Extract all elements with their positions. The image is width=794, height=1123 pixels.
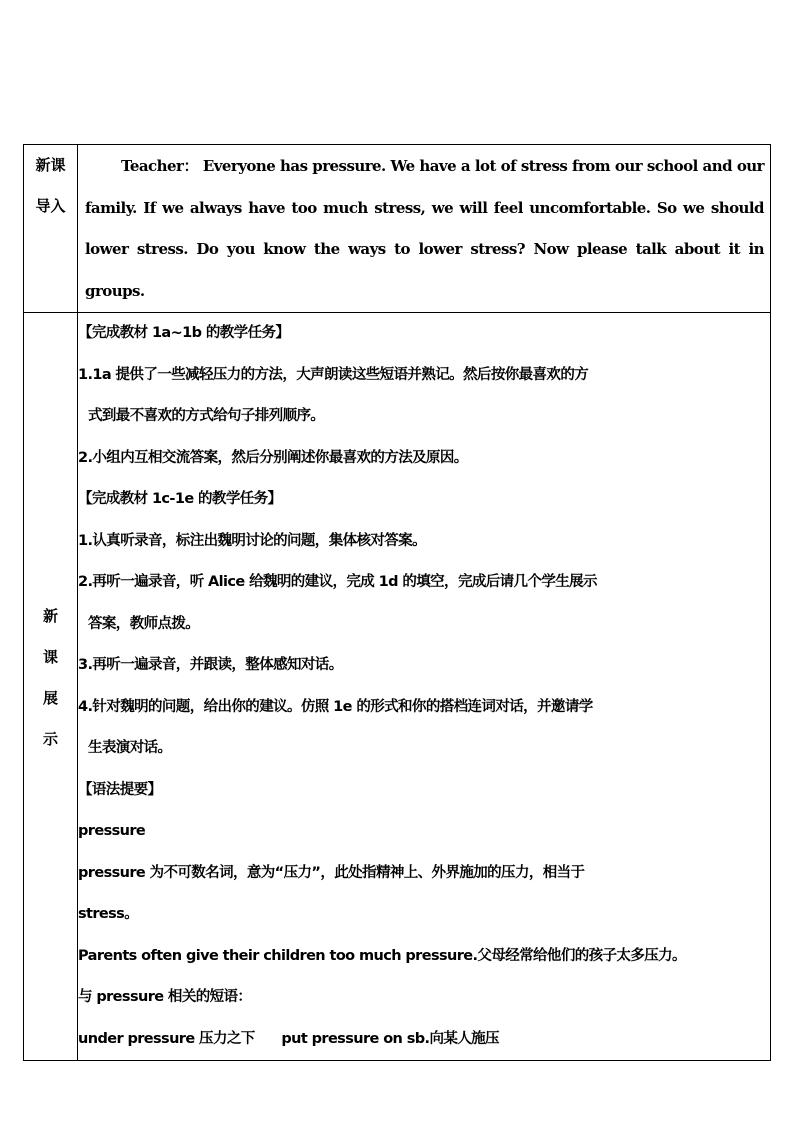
grammar-note: pressure 为不可数名词，意为“压力”，此处指精神上、外界施加的压力，相当于	[78, 864, 585, 881]
grammar-note-continued: stress。	[78, 906, 139, 922]
intro-label-cell	[24, 145, 78, 313]
intro-label-line1: 新课	[35, 156, 66, 174]
intro-paragraph	[78, 145, 770, 312]
task-item: 2.小组内互相交流答案，然后分别阐述你最喜欢的方法及原因。	[78, 449, 468, 466]
section-heading: 【完成教材 1a~1b 的教学任务】	[78, 325, 290, 341]
display-label	[24, 313, 77, 760]
phrase-intro: 与 pressure 相关的短语：	[78, 989, 252, 1005]
intro-label-line2: 导入	[35, 197, 66, 215]
display-label-char: 示	[42, 730, 58, 748]
task-item-continued: 生表演对话。	[88, 740, 172, 756]
display-label-cell	[24, 313, 78, 1061]
grammar-keyword: pressure	[78, 823, 146, 839]
display-label-char: 展	[42, 689, 58, 707]
task-item: 2.再听一遍录音，听 Alice 给魏明的建议，完成 1d 的填空，完成后请几个学生展示	[78, 574, 597, 590]
intro-content-cell	[78, 145, 771, 313]
intro-row	[24, 145, 771, 313]
display-label-char: 新	[42, 607, 58, 625]
task-item: 3.再听一遍录音，并跟读，整体感知对话。	[78, 657, 343, 673]
display-content-cell	[78, 313, 771, 1061]
task-item: 4.针对魏明的问题，给出你的建议。仿照 1e 的形式和你的搭档连词对话，并邀请学	[78, 698, 593, 715]
intro-text: Teacher： Everyone has pressure. We have a lot of stress from our school and our family. If we always have too much stress, we will feel uncomfortable. So we should lower stress. Do you know the ways to lower stress? Now please talk about it in groups.	[85, 157, 764, 300]
task-item-continued: 式到最不喜欢的方式给句子排列顺序。	[88, 408, 325, 424]
display-row	[24, 313, 771, 1061]
lesson-plan-table	[23, 144, 771, 1061]
example-sentence: Parents often give their children too much pressure.父母经常给他们的孩子太多压力。	[78, 947, 686, 964]
section-heading: 【语法提要】	[78, 781, 162, 798]
phrase-list: under pressure 压力之下 put pressure on sb.向某人施压	[78, 1030, 499, 1047]
task-item: 1.1a 提供了一些减轻压力的方法，大声朗读这些短语并熟记。然后按你最喜欢的方	[78, 366, 589, 383]
display-label-char: 课	[42, 648, 58, 666]
section-heading: 【完成教材 1c-1e 的教学任务】	[78, 491, 282, 507]
task-item-continued: 答案，教师点拨。	[88, 615, 200, 632]
task-item: 1.认真听录音，标注出魏明讨论的问题，集体核对答案。	[78, 532, 426, 549]
